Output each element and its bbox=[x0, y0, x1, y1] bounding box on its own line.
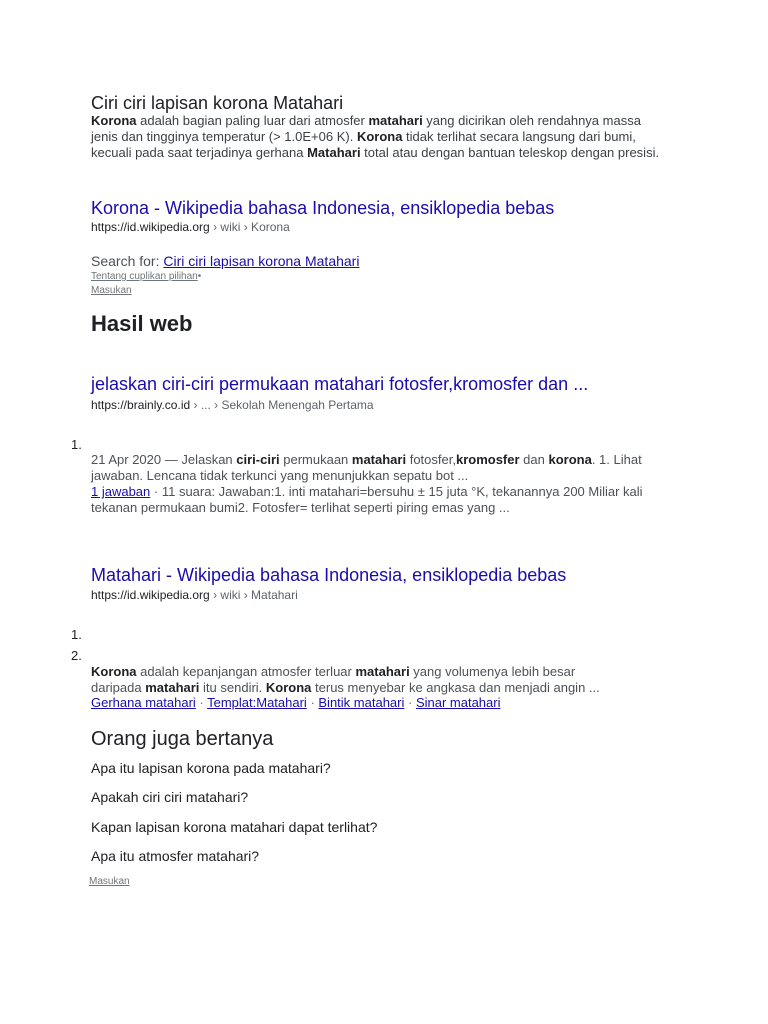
snippet-text: yang dicirikan oleh rendahnya massa bbox=[422, 113, 641, 128]
snippet-text: tekanan permukaan bumi2. Fotosfer= terlihat seperti piring emas yang ... bbox=[91, 500, 510, 515]
paa-question[interactable]: Apakah ciri ciri matahari? bbox=[91, 789, 249, 805]
list-number: 1. bbox=[71, 437, 82, 452]
highlighted-term: Korona bbox=[265, 680, 312, 695]
people-also-ask-heading: Orang juga bertanya bbox=[91, 728, 274, 750]
result-link-wikipedia-matahari[interactable]: Matahari - Wikipedia bahasa Indonesia, ensiklopedia bebas bbox=[91, 565, 567, 585]
list-number: 1. bbox=[71, 627, 82, 642]
cite-domain: https://id.wikipedia.org bbox=[91, 220, 210, 234]
snippet-text: tidak terlihat secara langsung dari bumi, bbox=[402, 129, 636, 144]
snippet-text: total atau dengan bantuan teleskop dengan presisi. bbox=[360, 145, 660, 160]
snippet-line bbox=[91, 468, 711, 484]
cite-breadcrumb: › ... › Sekolah Menengah Pertama bbox=[190, 398, 374, 412]
snippet-text: adalah bagian paling luar dari atmosfer bbox=[136, 113, 369, 128]
feedback-link[interactable]: Masukan bbox=[91, 285, 132, 296]
snippet-text: kecuali pada saat terjadinya gerhana bbox=[91, 145, 308, 160]
sitelink-bintik-matahari[interactable]: Bintik matahari bbox=[318, 695, 405, 710]
snippet-line bbox=[91, 680, 711, 696]
cite-domain: https://brainly.co.id bbox=[91, 398, 191, 412]
search-for-link[interactable]: Ciri ciri lapisan korona Matahari bbox=[163, 253, 360, 269]
highlighted-term: matahari bbox=[355, 664, 410, 679]
result-snippet-wikipedia-matahari bbox=[91, 664, 711, 696]
about-snippet-row bbox=[91, 271, 201, 282]
sitelink-templat-matahari[interactable]: Templat:Matahari bbox=[207, 695, 307, 710]
sitelink-separator: · bbox=[195, 695, 208, 710]
list-number: 2. bbox=[71, 648, 82, 663]
paa-question[interactable]: Apa itu atmosfer matahari? bbox=[91, 848, 260, 864]
result-snippet-brainly bbox=[91, 452, 711, 516]
paa-question[interactable]: Kapan lapisan korona matahari dapat terlihat? bbox=[91, 819, 378, 835]
snippet-line bbox=[91, 145, 691, 161]
featured-result-cite bbox=[91, 220, 290, 234]
highlighted-term: matahari bbox=[145, 680, 200, 695]
separator-dot: • bbox=[197, 271, 202, 282]
snippet-line bbox=[91, 484, 711, 500]
snippet-text: adalah kepanjangan atmosfer terluar bbox=[136, 664, 356, 679]
paa-feedback-link[interactable]: Masukan bbox=[89, 876, 130, 887]
highlighted-term: matahari bbox=[351, 452, 407, 467]
snippet-text: jenis dan tingginya temperatur (> 1.0E+06 K). bbox=[91, 129, 357, 144]
search-for-label: Search for: bbox=[91, 253, 164, 269]
featured-result-link[interactable]: Korona - Wikipedia bahasa Indonesia, ensiklopedia bebas bbox=[91, 198, 555, 218]
result-link-brainly[interactable]: jelaskan ciri-ciri permukaan matahari fotosfer,kromosfer dan ... bbox=[91, 374, 589, 394]
snippet-line bbox=[91, 129, 691, 145]
highlighted-term: kromosfer bbox=[455, 452, 520, 467]
paa-question[interactable]: Apa itu lapisan korona pada matahari? bbox=[91, 760, 331, 776]
highlighted-term: Korona bbox=[91, 664, 137, 679]
cite-domain: https://id.wikipedia.org bbox=[91, 588, 210, 602]
snippet-text: · 11 suara: Jawaban:1. inti matahari=bersuhu ± 15 juta °K, tekanannya 200 Miliar kali bbox=[150, 484, 643, 499]
sitelink-sinar-matahari[interactable]: Sinar matahari bbox=[415, 695, 501, 710]
highlighted-term: matahari bbox=[368, 113, 423, 128]
snippet-line bbox=[91, 452, 711, 468]
cite-breadcrumb: › wiki › Matahari bbox=[209, 588, 298, 602]
search-for-row bbox=[91, 253, 359, 269]
featured-snippet-title: Ciri ciri lapisan korona Matahari bbox=[91, 93, 344, 113]
snippet-text: 21 Apr 2020 — Jelaskan bbox=[91, 452, 237, 467]
snippet-text: fotosfer, bbox=[406, 452, 456, 467]
sitelink-gerhana-matahari[interactable]: Gerhana matahari bbox=[91, 695, 196, 710]
result-cite-wikipedia-matahari bbox=[91, 588, 298, 602]
highlighted-term: korona bbox=[548, 452, 592, 467]
cite-breadcrumb: › wiki › Korona bbox=[209, 220, 290, 234]
snippet-line bbox=[91, 113, 691, 129]
sitelink-separator: · bbox=[306, 695, 319, 710]
web-results-heading: Hasil web bbox=[91, 311, 193, 336]
snippet-text: yang volumenya lebih besar bbox=[409, 664, 576, 679]
inline-link[interactable]: 1 jawaban bbox=[91, 484, 151, 499]
snippet-line bbox=[91, 664, 711, 680]
about-featured-snippet-link[interactable]: Tentang cuplikan pilihan bbox=[91, 271, 198, 282]
snippet-text: jawaban. Lencana tidak terkunci yang menunjukkan sepatu bot ... bbox=[91, 468, 469, 483]
result-cite-brainly bbox=[91, 398, 374, 412]
sitelink-separator: · bbox=[404, 695, 416, 710]
highlighted-term: ciri-ciri bbox=[236, 452, 280, 467]
snippet-line bbox=[91, 500, 711, 516]
snippet-text: permukaan bbox=[279, 452, 352, 467]
snippet-text: dan bbox=[519, 452, 549, 467]
snippet-text: terus menyebar ke angkasa dan menjadi angin ... bbox=[311, 680, 600, 695]
snippet-text: itu sendiri. bbox=[199, 680, 266, 695]
featured-snippet-body bbox=[91, 113, 691, 161]
snippet-text: . 1. Lihat bbox=[591, 452, 642, 467]
snippet-text: daripada bbox=[91, 680, 146, 695]
highlighted-term: Korona bbox=[91, 113, 137, 128]
highlighted-term: Korona bbox=[356, 129, 403, 144]
result-sitelinks bbox=[91, 695, 500, 710]
highlighted-term: Matahari bbox=[307, 145, 361, 160]
